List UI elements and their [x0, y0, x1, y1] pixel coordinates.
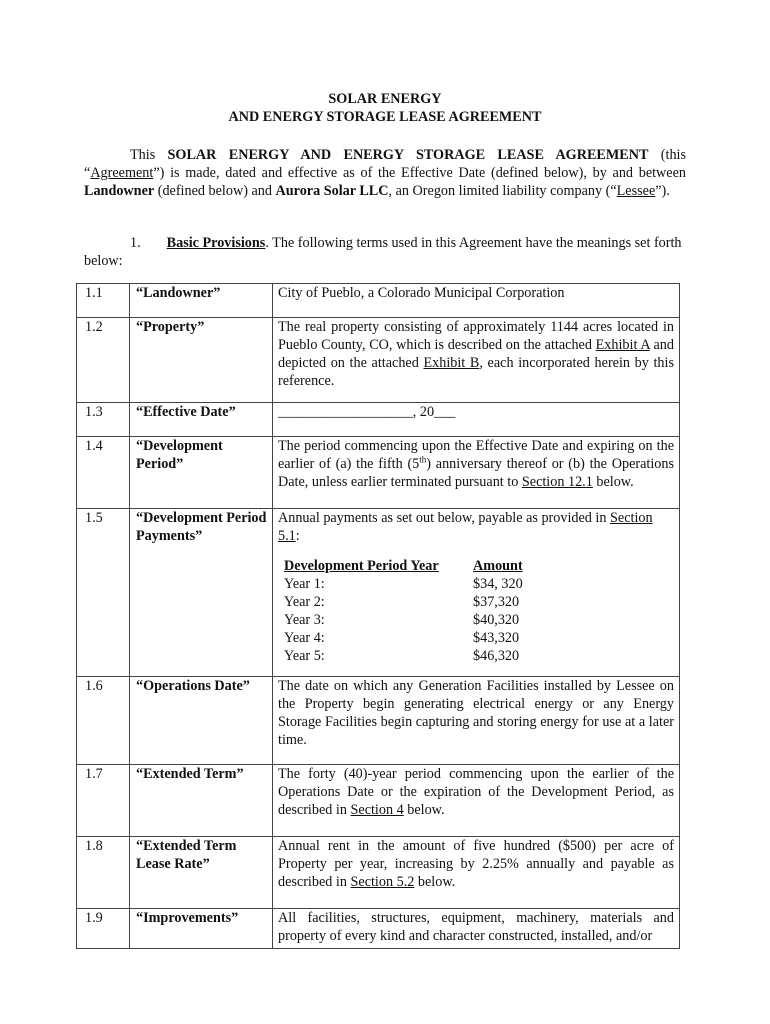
section-5-2-link[interactable]: Section 5.2	[350, 874, 415, 890]
row-term: “Development Period Payments”	[130, 509, 273, 677]
payment-amount-header: Amount	[473, 558, 523, 574]
payment-row: Year 3: $40,320	[284, 612, 520, 628]
section-heading: Basic Provisions	[166, 235, 266, 251]
document-title-line1: SOLAR ENERGY	[328, 91, 442, 107]
table-row	[77, 677, 680, 765]
row-definition: Annual rent in the amount of five hundred ($500) per acre of Property per year, increasing by 2.25% annually and payable as described in Section 5.2 below.	[273, 837, 680, 909]
row-definition: Annual payments as set out below, payable as provided in Section 5.1: Development Period Year Amount Year 1: $34, 320 Year 2: $37,320 Year 3: $40,320 Year 4: $43,320 Year 5: $46,320	[273, 509, 680, 677]
payment-row: Year 2: $37,320	[284, 594, 520, 610]
document-title-line2: AND ENERGY STORAGE LEASE AGREEMENT	[228, 109, 542, 125]
effective-date-blank: ___________________, 20___	[273, 403, 680, 437]
agreement-defined-term: Agreement	[90, 165, 154, 181]
section-number: 1.	[130, 235, 141, 251]
payment-row: Year 4: $43,320	[284, 630, 520, 646]
row-number: 1.1	[77, 284, 130, 318]
row-number: 1.9	[77, 909, 130, 949]
section-1-paragraph: 1. Basic Provisions. The following terms used in this Agreement have the meanings set forth below:	[84, 235, 682, 269]
basic-provisions-table	[76, 283, 680, 949]
payment-schedule-table	[284, 557, 523, 665]
row-number: 1.8	[77, 837, 130, 909]
lessee-defined-term: Lessee	[616, 183, 656, 199]
row-number: 1.7	[77, 765, 130, 837]
table-row	[77, 509, 680, 677]
row-definition: The date on which any Generation Facilities installed by Lessee on the Property begin generating electrical energy or any Energy Storage Facilities begin capturing and storing energy for use at a later time.	[273, 677, 680, 765]
payment-year-header: Development Period Year	[284, 558, 439, 574]
row-term: “Extended Term Lease Rate”	[130, 837, 273, 909]
section-4-link[interactable]: Section 4	[350, 802, 404, 818]
payment-row: Year 1: $34, 320	[284, 576, 523, 592]
row-number: 1.3	[77, 403, 130, 437]
intro-paragraph: This SOLAR ENERGY AND ENERGY STORAGE LEASE AGREEMENT (this “Agreement”) is made, dated and effective as of the Effective Date (defined below), by and between Landowner (defined below) and Aurora Solar LLC, an Oregon limited liability company (“Lessee”).	[84, 147, 687, 199]
section-5-1-link[interactable]: Section 5.1	[278, 510, 653, 544]
row-number: 1.6	[77, 677, 130, 765]
landowner-term: Landowner	[84, 183, 155, 199]
table-row	[77, 437, 680, 509]
row-term: “Extended Term”	[130, 765, 273, 837]
row-definition: All facilities, structures, equipment, machinery, materials and property of every kind and character constructed, installed, and/or	[273, 909, 680, 949]
row-number: 1.4	[77, 437, 130, 509]
exhibit-a-link[interactable]: Exhibit A	[595, 337, 650, 353]
table-row	[77, 765, 680, 837]
row-term: “Development Period”	[130, 437, 273, 509]
row-term: “Effective Date”	[130, 403, 273, 437]
row-definition: City of Pueblo, a Colorado Municipal Corporation	[273, 284, 680, 318]
exhibit-b-link[interactable]: Exhibit B	[423, 355, 480, 371]
row-number: 1.2	[77, 318, 130, 403]
row-number: 1.5	[77, 509, 130, 677]
row-term: “Improvements”	[130, 909, 273, 949]
table-row	[77, 909, 680, 949]
payment-row: Year 5: $46,320	[284, 648, 520, 664]
section-12-1-link[interactable]: Section 12.1	[521, 474, 593, 490]
agreement-name: SOLAR ENERGY AND ENERGY STORAGE LEASE AGREEMENT	[167, 147, 649, 163]
row-definition: The real property consisting of approximately 1144 acres located in Pueblo County, CO, which is described on the attached Exhibit A and depicted on the attached Exhibit B, each incorporated herein by this reference.	[273, 318, 680, 403]
table-row	[77, 284, 680, 318]
row-term: “Landowner”	[130, 284, 273, 318]
row-term: “Property”	[130, 318, 273, 403]
table-row	[77, 403, 680, 437]
table-row	[77, 837, 680, 909]
row-definition: The forty (40)-year period commencing upon the earlier of the Operations Date or the expiration of the Development Period, as described in Section 4 below.	[273, 765, 680, 837]
table-row	[77, 318, 680, 403]
row-definition: The period commencing upon the Effective Date and expiring on the earlier of (a) the fifth (5th) anniversary thereof or (b) the Operations Date, unless earlier terminated pursuant to Section 12.1 below.	[273, 437, 680, 509]
aurora-name: Aurora Solar LLC	[275, 183, 389, 199]
row-term: “Operations Date”	[130, 677, 273, 765]
